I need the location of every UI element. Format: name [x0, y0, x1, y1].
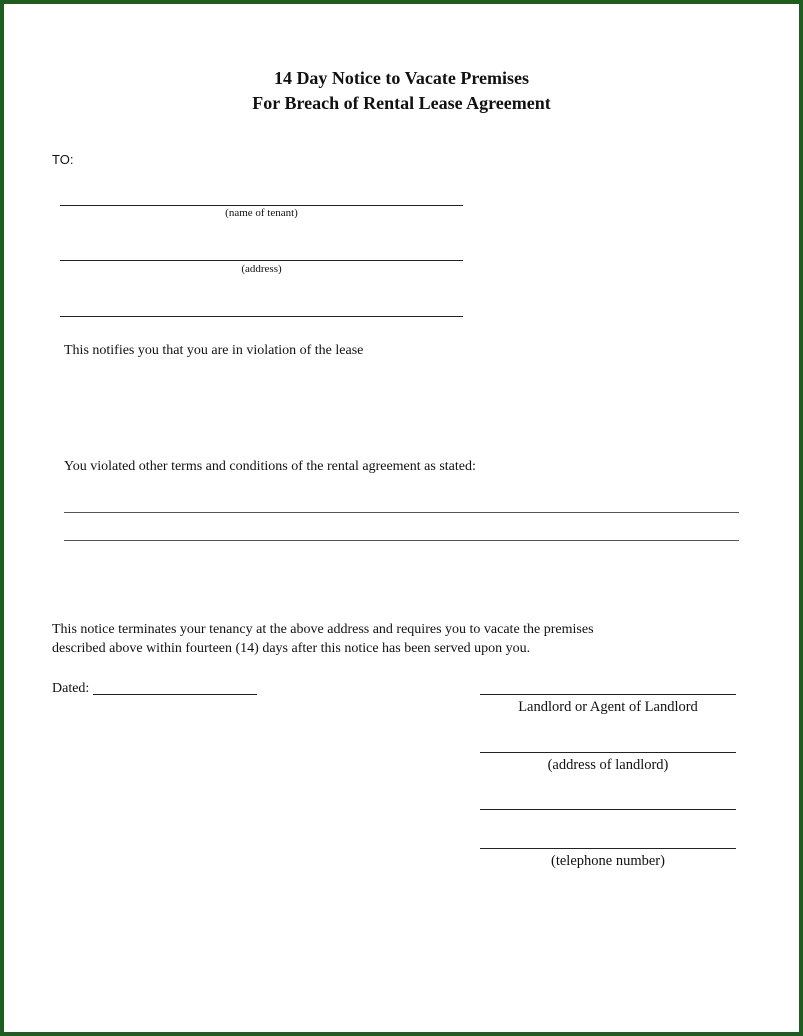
landlord-address-line-2[interactable]: [480, 809, 736, 810]
telephone-line[interactable]: [480, 848, 736, 849]
tenant-name-caption: (name of tenant): [225, 207, 298, 219]
telephone-caption: (telephone number): [551, 853, 665, 869]
landlord-caption: Landlord or Agent of Landlord: [518, 699, 698, 715]
dated-line[interactable]: [93, 694, 257, 695]
dated-label: Dated:: [52, 681, 90, 696]
violation-statement: This notifies you that you are in violation of the lease: [64, 343, 364, 358]
title-line-1: 14 Day Notice to Vacate Premises: [273, 68, 530, 88]
tenant-address-line-2[interactable]: [60, 316, 463, 317]
tenant-address-line[interactable]: [60, 260, 463, 261]
terms-line-1[interactable]: [64, 512, 739, 513]
termination-line-1: This notice terminates your tenancy at the above address and requires you to vacate the premises: [52, 622, 594, 637]
title-line-2: For Breach of Rental Lease Agreement: [252, 93, 551, 113]
landlord-address-line[interactable]: [480, 752, 736, 753]
termination-line-2: described above within fourteen (14) days after this notice has been served upon you.: [52, 641, 531, 656]
terms-line-2[interactable]: [64, 540, 739, 541]
tenant-name-line[interactable]: [60, 205, 463, 206]
landlord-signature-line[interactable]: [480, 694, 736, 695]
to-label: TO:: [52, 152, 74, 167]
tenant-address-caption: (address): [241, 263, 282, 275]
landlord-address-caption: (address of landlord): [547, 757, 669, 773]
other-terms-statement: You violated other terms and conditions of the rental agreement as stated:: [64, 459, 476, 474]
